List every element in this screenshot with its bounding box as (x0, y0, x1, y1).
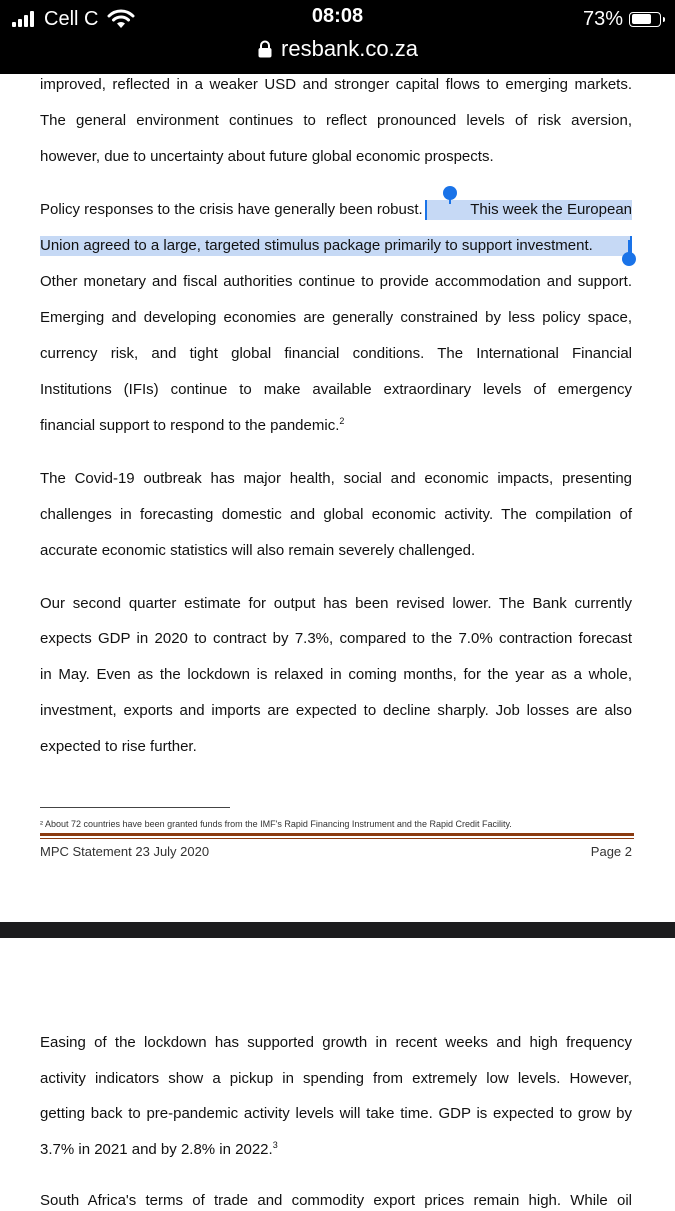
body-line: Emerging and developing economies are generally constrained by less policy space, (40, 309, 632, 326)
footer-title: MPC Statement 23 July 2020 (40, 844, 210, 859)
document-page-1[interactable] (0, 74, 675, 922)
body-line: investment, exports and imports are expected to decline sharply. Job losses are also (40, 702, 632, 719)
body-line: currency risk, and tight global financial conditions. The International Financial (40, 345, 632, 362)
paragraph-line-selection-start (40, 200, 632, 220)
footnote-ref[interactable]: 3 (272, 1140, 278, 1150)
selected-text-part: This week the European (470, 201, 632, 218)
document-page-2[interactable] (0, 938, 675, 1209)
body-text: Policy responses to the crisis have generally been robust. (40, 201, 423, 218)
footnote-rule (40, 807, 230, 808)
footer-rule-thin (40, 838, 634, 839)
lock-icon (257, 40, 273, 58)
address-bar[interactable] (0, 36, 675, 62)
selected-text[interactable] (425, 200, 632, 220)
body-line: activity indicators show a pickup in spending from extremely low levels. However, (40, 1070, 632, 1087)
footnote-ref[interactable]: 2 (339, 416, 345, 426)
body-line: however, due to uncertainty about future global economic prospects. (40, 148, 494, 165)
body-line: in May. Even as the lockdown is relaxed in coming months, for the year as a whole, (40, 666, 632, 683)
body-line: getting back to pre-pandemic activity levels will take time. GDP is expected to grow by (40, 1105, 632, 1122)
clock: 08:08 (311, 5, 364, 27)
body-line: Other monetary and fiscal authorities continue to provide accommodation and support. (40, 273, 632, 290)
body-line: The Covid-19 outbreak has major health, social and economic impacts, presenting (40, 470, 632, 487)
status-bar (0, 0, 675, 74)
footnote-text: ² About 72 countries have been granted funds from the IMF's Rapid Financing Instrument and the Rapid Credit Facility. (40, 819, 512, 829)
body-line: South Africa's terms of trade and commodity export prices remain high. While oil (40, 1192, 632, 1209)
page-number: Page 2 (590, 844, 632, 859)
selection-start-handle[interactable] (443, 186, 457, 200)
footer-rule (40, 833, 634, 836)
battery-percentage: 73% (582, 7, 623, 30)
selection-end-handle[interactable] (622, 252, 636, 266)
selected-text[interactable] (40, 236, 632, 256)
status-right (583, 6, 661, 32)
body-line: expects GDP in 2020 to contract by 7.3%, compared to the 7.0% contraction forecast (40, 630, 632, 647)
paragraph-line-selection-end (40, 236, 632, 256)
body-line: improved, reflected in a weaker USD and stronger capital flows to emerging markets. (40, 76, 632, 93)
page-divider (0, 922, 675, 938)
url-text: resbank.co.za (281, 36, 418, 61)
battery-icon (629, 12, 661, 27)
body-line: Easing of the lockdown has supported growth in recent weeks and high frequency (40, 1034, 632, 1051)
body-line: expected to rise further. (40, 738, 197, 755)
body-line: 3.7% in 2021 and by 2.8% in 2022.$^3$ (40, 1140, 278, 1158)
body-line: accurate economic statistics will also remain severely challenged. (40, 542, 476, 559)
body-line: The general environment continues to reflect pronounced levels of risk aversion, (40, 112, 632, 129)
selected-text-part: Union agreed to a large, targeted stimulus package primarily to support investment. (40, 237, 593, 254)
body-line: Our second quarter estimate for output has been revised lower. The Bank currently (40, 595, 632, 612)
carrier-name: Cell C (44, 7, 99, 30)
body-line: Institutions (IFIs) continue to make available extraordinary levels of emergency (40, 381, 632, 398)
body-line: challenges in forecasting domestic and global economic activity. The compilation of (40, 506, 632, 523)
body-line: financial support to respond to the pandemic.$^2$ (40, 416, 345, 434)
